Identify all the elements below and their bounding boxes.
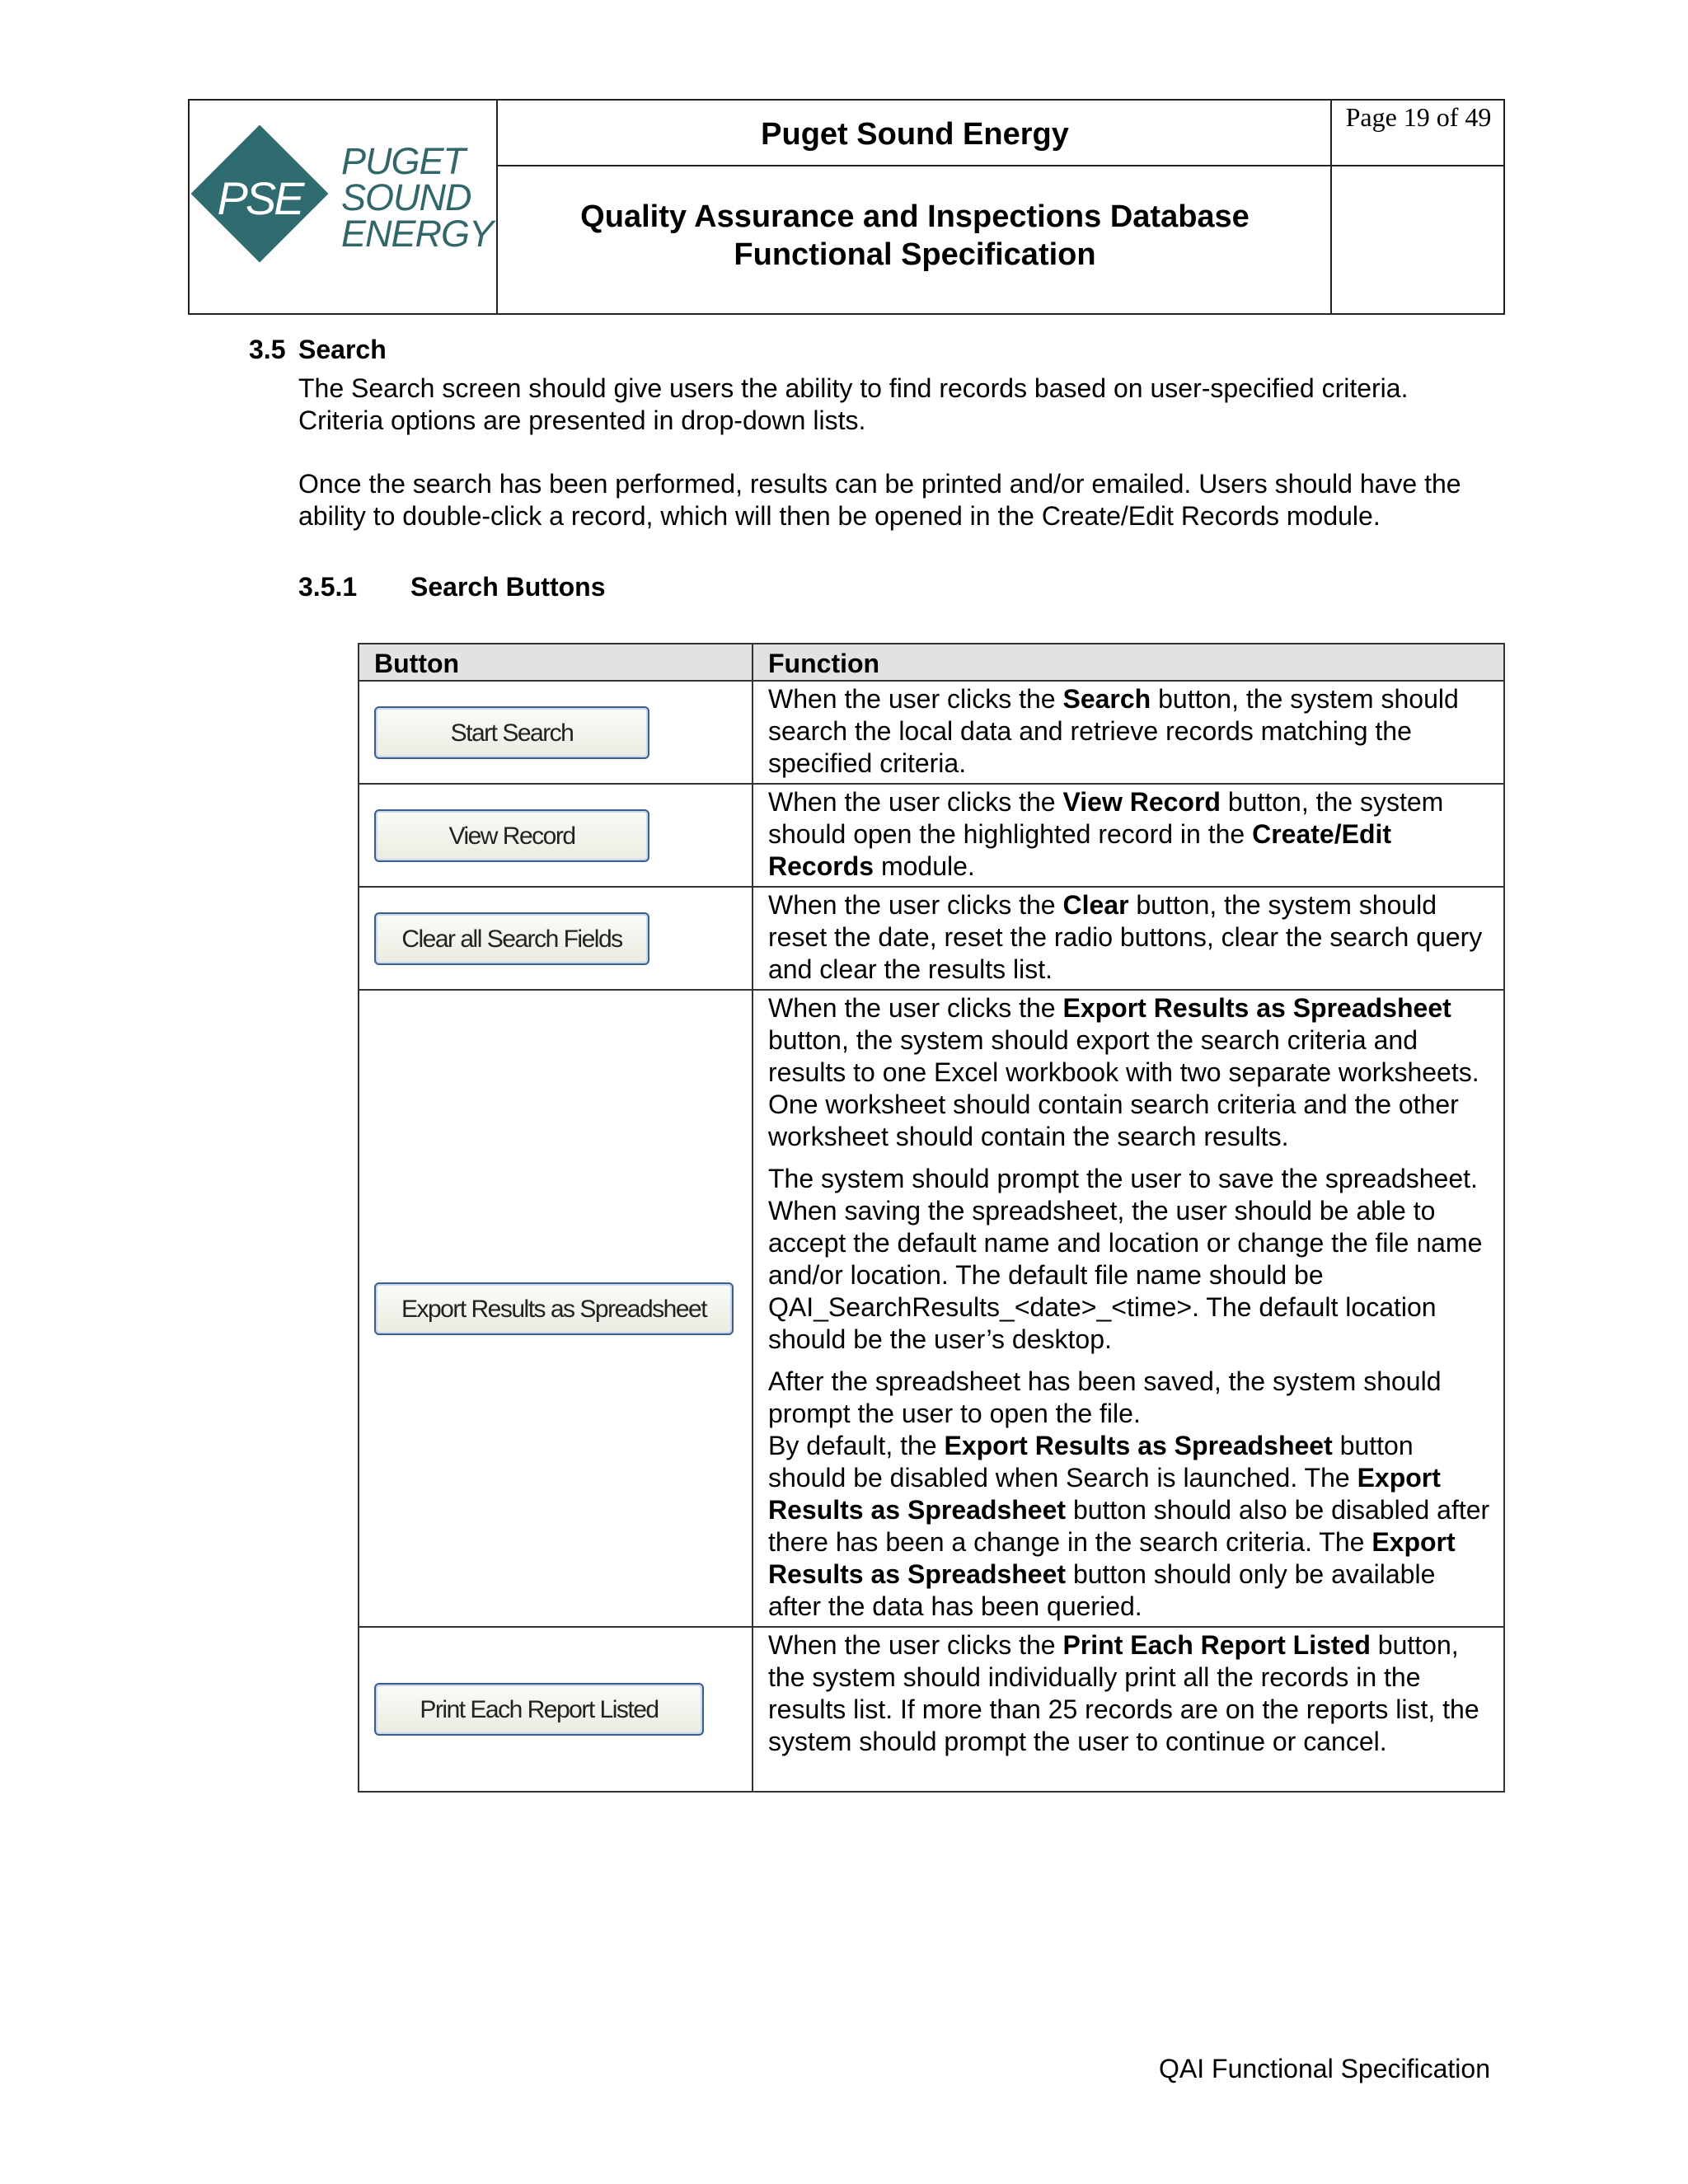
table-row	[359, 784, 1504, 887]
section-number: 3.5	[249, 335, 286, 364]
function-description: When the user clicks the Search button, the system should search the local data and retrieve records matching the specified criteria.	[753, 681, 1504, 784]
document-header	[188, 99, 1505, 315]
logo-mark: PSE	[217, 172, 302, 224]
subsection-title: Search Buttons	[410, 572, 606, 602]
start-search-button[interactable]: Start Search	[374, 706, 649, 759]
table-header-row	[359, 644, 1504, 681]
page-number: Page 19 of 49	[1345, 102, 1492, 132]
page-footer: QAI Functional Specification	[1159, 2054, 1490, 2083]
logo-word: PUGET	[341, 140, 466, 182]
logo-wordmark	[341, 140, 494, 255]
function-description: When the user clicks the Clear button, the system should reset the date, reset the radio buttons, clear the search query and clear the results list.	[753, 887, 1504, 990]
company-name: Puget Sound Energy	[761, 117, 1069, 152]
function-paragraph: The system should prompt the user to save the spreadsheet. When saving the spreadsheet, the user should be able to accept the default name and location or change the file name and/or location. The default file name should be QAI_SearchResults_<date>_<time>. The default location should be the user’s desktop.	[768, 1164, 1483, 1354]
clear-search-fields-button[interactable]: Clear all Search Fields	[374, 912, 649, 965]
search-buttons-table	[358, 643, 1505, 1793]
document-title-line: Quality Assurance and Inspections Database	[580, 199, 1250, 234]
table-row	[359, 887, 1504, 990]
column-header-button: Button	[359, 644, 753, 681]
view-record-button[interactable]: View Record	[374, 809, 649, 862]
function-paragraph: After the spreadsheet has been saved, the system should prompt the user to open the file.	[768, 1366, 1442, 1428]
table-row	[359, 681, 1504, 784]
pse-logo	[201, 125, 494, 290]
print-each-report-button[interactable]: Print Each Report Listed	[374, 1683, 704, 1736]
section-paragraph: Once the search has been performed, results can be printed and/or emailed. Users should have the ability to double-click a record, which will then be opened in the Create/Edit Records module.	[298, 469, 1461, 531]
section-paragraph: The Search screen should give users the ability to find records based on user-specified criteria. Criteria options are presented in drop-down lists.	[298, 373, 1409, 435]
export-results-button[interactable]: Export Results as Spreadsheet	[374, 1282, 734, 1335]
function-description	[753, 990, 1504, 1627]
column-header-function: Function	[753, 644, 1504, 681]
function-description: When the user clicks the Print Each Report Listed button, the system should individually print all the records in the results list. If more than 25 records are on the reports list, the system should prompt the user to continue or cancel.	[753, 1627, 1504, 1792]
function-description: When the user clicks the View Record button, the system should open the highlighted record in the Create/Edit Records module.	[753, 784, 1504, 887]
document-title	[499, 198, 1330, 274]
table-row	[359, 1627, 1504, 1792]
section-title: Search	[298, 335, 387, 364]
function-paragraph: When the user clicks the Export Results as Spreadsheet button, the system should export the search criteria and results to one Excel workbook with two separate worksheets. One worksheet should contain search criteria and the other worksheet should contain the search results.	[768, 993, 1479, 1151]
logo-word: SOUND	[341, 176, 471, 218]
subsection-number: 3.5.1	[298, 572, 358, 602]
logo-word: ENERGY	[341, 213, 494, 255]
table-row	[359, 990, 1504, 1627]
document-title-line: Functional Specification	[734, 237, 1096, 272]
function-paragraph: By default, the Export Results as Spreadsheet button should be disabled when Search is launched. The Export Results as Spreadsheet button should also be disabled after there has been a change in the search criteria. The Export Results as Spreadsheet button should only be available after the data has been queried.	[768, 1431, 1490, 1621]
